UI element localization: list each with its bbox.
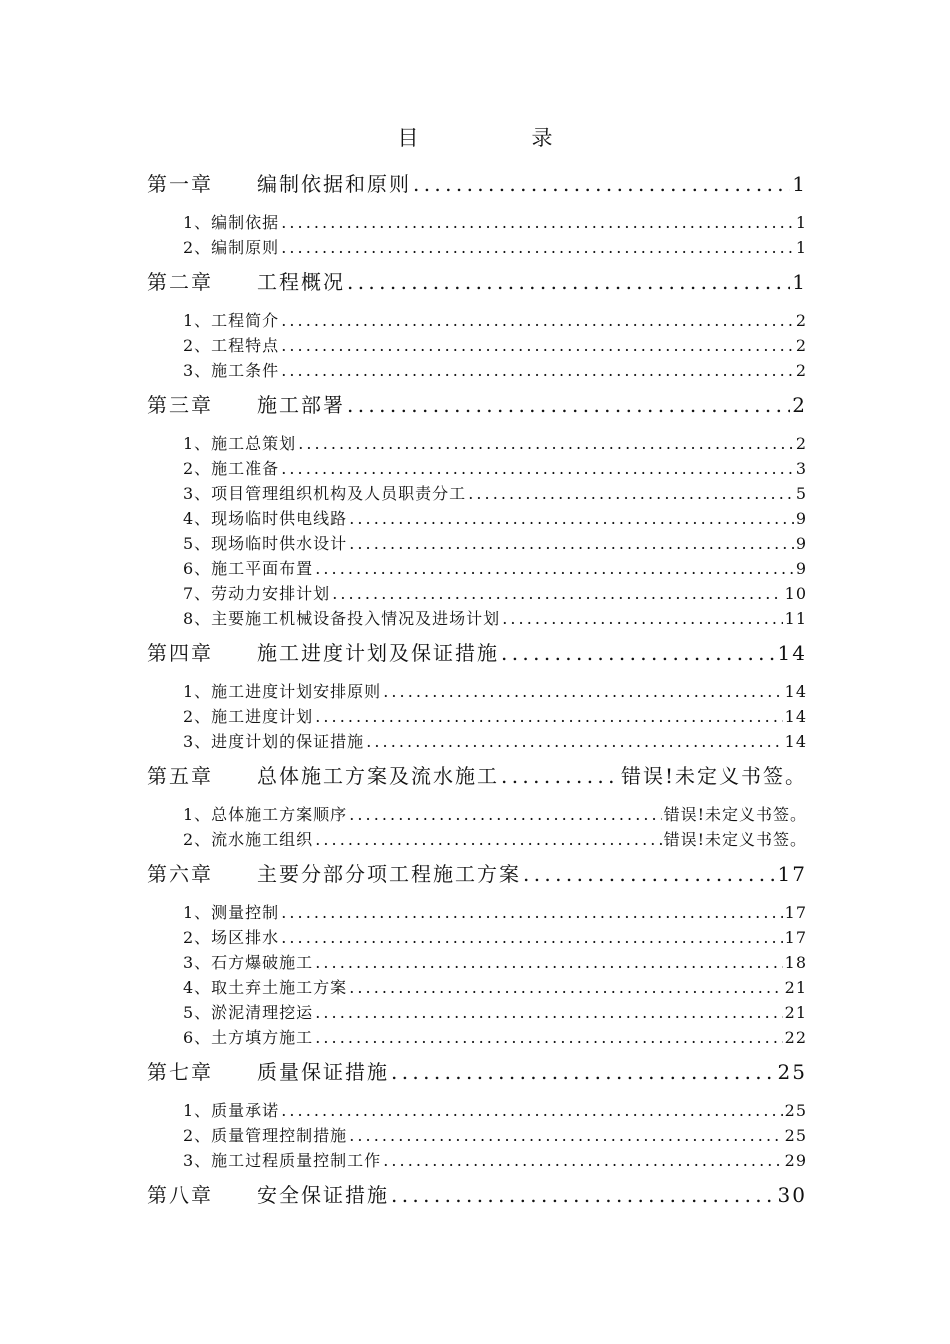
dot-leader (383, 1151, 782, 1170)
dot-leader (413, 172, 790, 196)
chapter-page-number: 30 (777, 1183, 807, 1207)
chapter-title: 主要分部分项工程施工方案 (257, 862, 521, 886)
section-page-number: 错误!未定义书签。 (663, 805, 807, 824)
section-title: 3、进度计划的保证措施 (183, 732, 365, 751)
section-page-number: 错误!未定义书签。 (663, 830, 807, 849)
table-of-contents (147, 168, 807, 1213)
dot-leader (281, 238, 794, 257)
dot-leader (315, 559, 794, 578)
spacer (147, 892, 807, 900)
dot-leader (347, 270, 790, 294)
toc-chapter-row[interactable] (147, 637, 807, 671)
toc-section-row[interactable] (147, 431, 807, 456)
toc-chapter-row[interactable] (147, 1179, 807, 1213)
spacer (147, 423, 807, 431)
toc-section-row[interactable] (147, 729, 807, 754)
toc-chapter-row[interactable] (147, 858, 807, 892)
toc-section-row[interactable] (147, 679, 807, 704)
section-page-number: 22 (784, 1028, 807, 1047)
spacer (147, 794, 807, 802)
toc-section-row[interactable] (147, 1148, 807, 1173)
section-title: 2、场区排水 (183, 928, 280, 947)
toc-title: 目 录 (397, 126, 599, 150)
chapter-number: 第三章 (147, 393, 213, 417)
dot-leader (349, 978, 782, 997)
section-page-number: 3 (795, 459, 807, 478)
toc-section-row[interactable] (147, 975, 807, 1000)
spacer (147, 202, 807, 210)
section-title: 1、施工进度计划安排原则 (183, 682, 382, 701)
section-page-number: 9 (795, 509, 807, 528)
chapter-title: 施工进度计划及保证措施 (257, 641, 499, 665)
section-page-number: 2 (795, 311, 807, 330)
dot-leader (383, 682, 782, 701)
section-page-number: 14 (784, 682, 807, 701)
chapter-number: 第八章 (147, 1183, 213, 1207)
dot-leader (281, 459, 794, 478)
dot-leader (315, 1028, 782, 1047)
chapter-page-number: 错误!未定义书签。 (620, 764, 807, 788)
section-title: 4、取土弃土施工方案 (183, 978, 348, 997)
section-page-number: 11 (784, 609, 807, 628)
chapter-title: 施工部署 (257, 393, 345, 417)
dot-leader (468, 484, 794, 503)
chapter-title: 工程概况 (257, 270, 345, 294)
section-title: 1、工程简介 (183, 311, 280, 330)
toc-section-row[interactable] (147, 481, 807, 506)
dot-leader (349, 534, 794, 553)
toc-section-row[interactable] (147, 581, 807, 606)
section-title: 1、测量控制 (183, 903, 280, 922)
section-page-number: 17 (784, 928, 807, 947)
section-page-number: 5 (795, 484, 807, 503)
section-page-number: 9 (795, 559, 807, 578)
section-page-number: 17 (784, 903, 807, 922)
dot-leader (298, 434, 794, 453)
section-title: 2、流水施工组织 (183, 830, 314, 849)
section-page-number: 1 (795, 238, 807, 257)
section-title: 8、主要施工机械设备投入情况及进场计划 (183, 609, 501, 628)
dot-leader (281, 361, 794, 380)
section-page-number: 25 (784, 1126, 807, 1145)
section-page-number: 2 (795, 336, 807, 355)
dot-leader (501, 764, 619, 788)
section-title: 6、土方填方施工 (183, 1028, 314, 1047)
chapter-title: 编制依据和原则 (257, 172, 411, 196)
chapter-number: 第四章 (147, 641, 213, 665)
section-page-number: 2 (795, 361, 807, 380)
toc-section-row[interactable] (147, 456, 807, 481)
dot-leader (523, 862, 776, 886)
chapter-page-number: 17 (777, 862, 807, 886)
chapter-page-number: 1 (792, 270, 807, 294)
dot-leader (502, 609, 782, 628)
dot-leader (391, 1183, 776, 1207)
toc-chapter-row[interactable] (147, 760, 807, 794)
section-title: 2、施工进度计划 (183, 707, 314, 726)
dot-leader (349, 509, 794, 528)
dot-leader (349, 1126, 782, 1145)
section-page-number: 25 (784, 1101, 807, 1120)
dot-leader (281, 1101, 782, 1120)
section-page-number: 29 (784, 1151, 807, 1170)
chapter-title: 安全保证措施 (257, 1183, 389, 1207)
toc-section-row[interactable] (147, 1000, 807, 1025)
section-title: 1、编制依据 (183, 213, 280, 232)
section-title: 4、现场临时供电线路 (183, 509, 348, 528)
dot-leader (315, 1003, 782, 1022)
dot-leader (281, 213, 794, 232)
toc-section-row[interactable] (147, 531, 807, 556)
section-page-number: 14 (784, 732, 807, 751)
section-title: 3、施工条件 (183, 361, 280, 380)
dot-leader (315, 953, 782, 972)
dot-leader (281, 311, 794, 330)
dot-leader (391, 1060, 776, 1084)
toc-section-row[interactable] (147, 1025, 807, 1050)
section-page-number: 2 (795, 434, 807, 453)
dot-leader (281, 928, 782, 947)
toc-section-row[interactable] (147, 827, 807, 852)
section-title: 1、施工总策划 (183, 434, 297, 453)
toc-section-row[interactable] (147, 1098, 807, 1123)
dot-leader (281, 336, 794, 355)
chapter-number: 第二章 (147, 270, 213, 294)
section-title: 5、淤泥清理挖运 (183, 1003, 314, 1022)
dot-leader (332, 584, 782, 603)
section-page-number: 10 (784, 584, 807, 603)
chapter-page-number: 14 (777, 641, 807, 665)
section-title: 2、编制原则 (183, 238, 280, 257)
dot-leader (501, 641, 776, 665)
section-page-number: 9 (795, 534, 807, 553)
toc-section-row[interactable] (147, 1123, 807, 1148)
chapter-page-number: 25 (777, 1060, 807, 1084)
toc-section-row[interactable] (147, 802, 807, 827)
dot-leader (281, 903, 782, 922)
section-title: 2、质量管理控制措施 (183, 1126, 348, 1145)
toc-section-row[interactable] (147, 950, 807, 975)
section-page-number: 21 (784, 978, 807, 997)
toc-section-row[interactable] (147, 704, 807, 729)
toc-section-row[interactable] (147, 556, 807, 581)
toc-section-row[interactable] (147, 308, 807, 333)
toc-section-row[interactable] (147, 210, 807, 235)
spacer (147, 1090, 807, 1098)
chapter-number: 第五章 (147, 764, 213, 788)
toc-section-row[interactable] (147, 900, 807, 925)
section-title: 7、劳动力安排计划 (183, 584, 331, 603)
chapter-number: 第一章 (147, 172, 213, 196)
toc-section-row[interactable] (147, 506, 807, 531)
section-title: 1、质量承诺 (183, 1101, 280, 1120)
section-title: 6、施工平面布置 (183, 559, 314, 578)
dot-leader (315, 830, 661, 849)
section-title: 5、现场临时供水设计 (183, 534, 348, 553)
section-title: 3、石方爆破施工 (183, 953, 314, 972)
toc-section-row[interactable] (147, 606, 807, 631)
section-page-number: 18 (784, 953, 807, 972)
toc-section-row[interactable] (147, 333, 807, 358)
toc-chapter-row[interactable] (147, 1056, 807, 1090)
section-page-number: 1 (795, 213, 807, 232)
section-title: 3、施工过程质量控制工作 (183, 1151, 382, 1170)
toc-section-row[interactable] (147, 358, 807, 383)
toc-section-row[interactable] (147, 235, 807, 260)
toc-chapter-row[interactable] (147, 266, 807, 300)
toc-chapter-row[interactable] (147, 389, 807, 423)
spacer (147, 300, 807, 308)
spacer (147, 671, 807, 679)
chapter-title: 质量保证措施 (257, 1060, 389, 1084)
section-title: 2、施工准备 (183, 459, 280, 478)
chapter-number: 第六章 (147, 862, 213, 886)
dot-leader (366, 732, 782, 751)
chapter-title: 总体施工方案及流水施工 (257, 764, 499, 788)
toc-chapter-row[interactable] (147, 168, 807, 202)
section-title: 1、总体施工方案顺序 (183, 805, 348, 824)
chapter-page-number: 1 (792, 172, 807, 196)
toc-section-row[interactable] (147, 925, 807, 950)
dot-leader (315, 707, 782, 726)
section-page-number: 21 (784, 1003, 807, 1022)
dot-leader (349, 805, 661, 824)
dot-leader (347, 393, 790, 417)
section-title: 2、工程特点 (183, 336, 280, 355)
chapter-number: 第七章 (147, 1060, 213, 1084)
chapter-page-number: 2 (792, 393, 807, 417)
section-title: 3、项目管理组织机构及人员职责分工 (183, 484, 467, 503)
section-page-number: 14 (784, 707, 807, 726)
